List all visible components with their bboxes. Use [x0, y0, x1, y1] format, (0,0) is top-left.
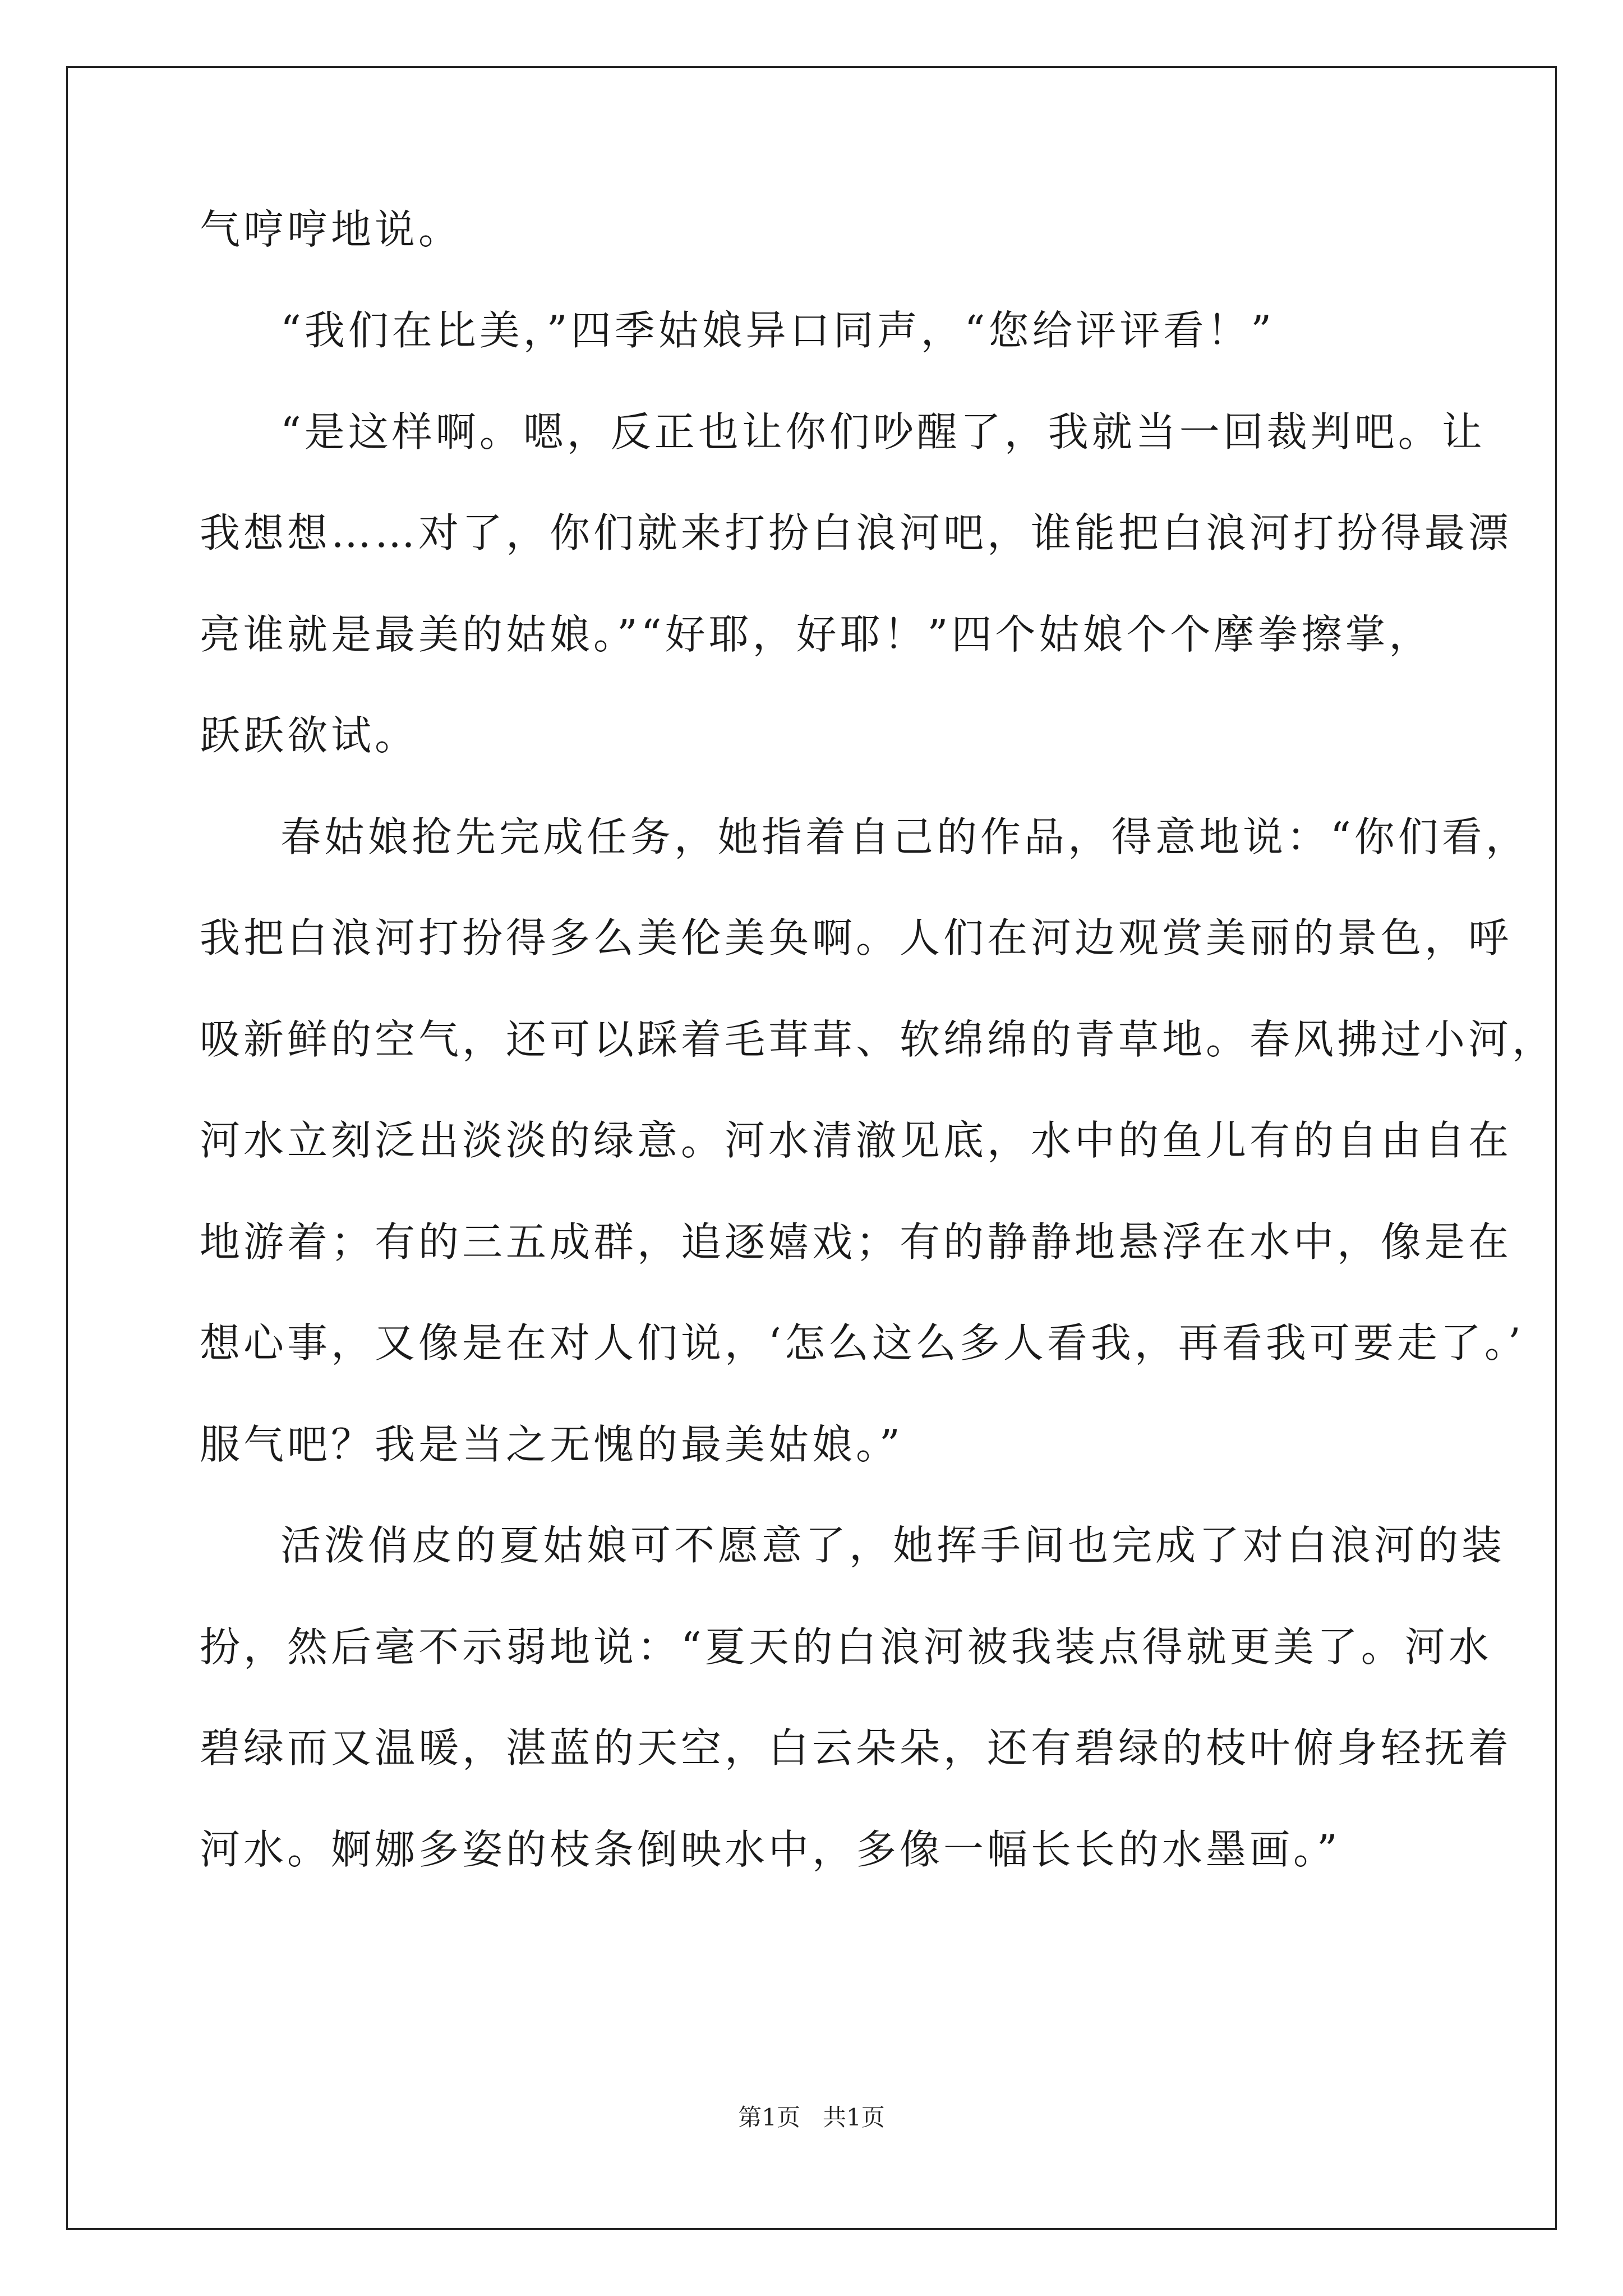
text-line: 活泼俏皮的夏姑娘可不愿意了，她挥手间也完成了对白浪河的装	[280, 1522, 1506, 1569]
text-line: 扮，然后毫不示弱地说：“夏天的白浪河被我装点得就更美了。河水	[200, 1623, 1492, 1671]
text-line: “是这样啊。嗯，反正也让你们吵醒了，我就当一回裁判吧。让	[280, 408, 1486, 455]
text-line: 河水。婀娜多姿的枝条倒映水中，多像一幅长长的水墨画。”	[200, 1826, 1341, 1873]
text-line: 服气吧？我是当之无愧的最美姑娘。”	[200, 1421, 903, 1468]
text-line: 气哼哼地说。	[200, 206, 463, 253]
text-line: 我想想……对了，你们就来打扮白浪河吧，谁能把白浪河打扮得最漂	[200, 509, 1513, 556]
text-line: 碧绿而又温暖，湛蓝的天空，白云朵朵，还有碧绿的枝叶俯身轻抚着	[200, 1724, 1513, 1772]
text-line: 河水立刻泛出淡淡的绿意。河水清澈见底，水中的鱼儿有的自由自在	[200, 1117, 1513, 1164]
text-line: “我们在比美，”四季姑娘异口同声，“您给评评看！”	[280, 307, 1275, 354]
text-line: 吸新鲜的空气，还可以踩着毛茸茸、软绵绵的青草地。春风拂过小河，	[200, 1016, 1556, 1063]
text-line: 想心事，又像是在对人们说，‘怎么这么多人看我，再看我可要走了。’	[200, 1319, 1524, 1366]
text-line: 我把白浪河打扮得多么美伦美奂啊。人们在河边观赏美丽的景色，呼	[200, 914, 1513, 961]
text-line: 春姑娘抢先完成任务，她指着自己的作品，得意地说：“你们看，	[280, 813, 1529, 861]
text-line: 跃跃欲试。	[200, 712, 419, 759]
text-line: 亮谁就是最美的姑娘。”“好耶，好耶！”四个姑娘个个摩拳擦掌，	[200, 611, 1433, 658]
text-line: 地游着；有的三五成群，追逐嬉戏；有的静静地悬浮在水中，像是在	[200, 1218, 1513, 1266]
page-number-footer: 第1页 共1页	[738, 2104, 885, 2131]
